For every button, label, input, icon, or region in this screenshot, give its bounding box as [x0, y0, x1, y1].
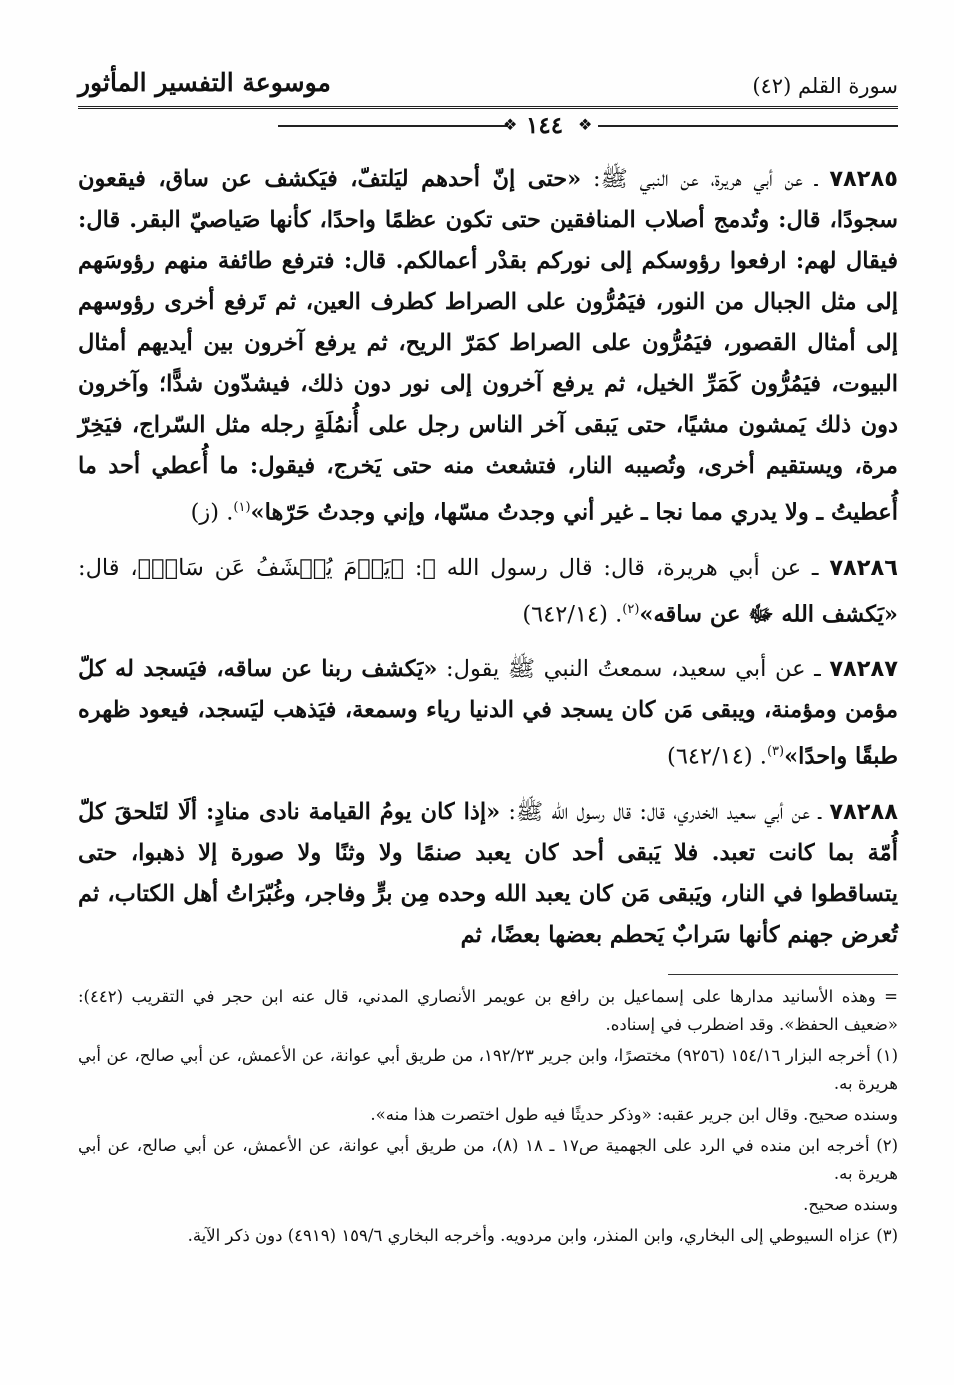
entry-quote: «يَكشف ربنا عن ساقه، فيَسجد له كلّ مؤمن ومؤمنة، ويبقى مَن كان يسجد في الدنيا رياء وسمعة، فيَذهب ليَسجد، فيعود ظهره طبقًا واحدًا» [78, 656, 898, 770]
ornament-icon: ❖ [578, 115, 593, 134]
page-number: ١٤٤ [526, 112, 564, 139]
entry-number: ٧٨٢٨٧ [829, 656, 898, 682]
entry-lead: ـ عن أبي هريرة، قال: قال رسول الله ﷺ: ﴿يَوۡمَ يُكۡشَفُ عَن سَاقٖ﴾، قال: [78, 554, 830, 581]
footnote-divider [668, 974, 898, 975]
footnote: وسنده صحيح. وقال ابن جرير عقبه: «وذكر حديثًا فيه طول اختصرت هذا منه». [370, 1104, 898, 1124]
hadith-entry [78, 649, 898, 778]
entry-quote: «يَكشف الله ﷻ عن ساقه» [639, 601, 898, 627]
hadith-entry [78, 159, 898, 534]
hadith-entry [78, 548, 898, 636]
surah-title: سورة القلم (٤٢) [752, 74, 898, 98]
footnote: = وهذه الأسانيد مدارها على إسماعيل بن رافع بن عويمر الأنصاري المدني، قال عنه ابن حجر في التقريب (٤٤٢): «ضعيف الحفظ». وقد اضطرب في إسناده. [78, 986, 898, 1034]
page-number-row [78, 111, 898, 141]
entry-lead: ـ عن أبي سعيد الخدري، قال: قال رسول الله ﷺ: [500, 798, 830, 825]
ornament-icon: ❖ [503, 115, 518, 134]
entry-tail: . (٦٤٢/١٤) [522, 601, 623, 627]
series-title: موسوعة التفسير المأثور [78, 68, 331, 97]
body-text [78, 159, 898, 956]
rule-right [598, 125, 898, 127]
footnote: (٢) أخرجه ابن منده في الرد على الجهمية ص١٧ ـ ١٨ (٨)، من طريق أبي عوانة، عن الأعمش، عن أبي صالح، عن أبي هريرة به. [78, 1135, 899, 1183]
entry-quote: «حتى إنّ أحدهم ليَلتفّ، فيَكشف عن ساق، فيقعون سجودًا، قال: وتُدمج أصلاب المنافقين حتى تكون عظمًا واحدًا، كأنها صَياصيّ البقر. قال: فيقال لهم: ارفعوا رؤوسكم إلى نوركم بقدْر أعمالكم. قال: فترفع طائفة منهم رؤوسَهم إلى مثل الجبال من النور، فيَمُرُّون على الصراط كطرف العين، ثم تَرفع أخرى رؤوسهم إلى أمثال القصور، فيَمُرُّون على الصراط كمَرّ الريح، ثم يرفع آخرون بين أيديهم أمثال البيوت، فيَمُرُّون كَمَرِّ الخيل، ثم يرفع آخرون إلى نور دون ذلك، فيشدّون شدًّا؛ وآخرون دون ذلك يَمشون مشيًا، حتى يَبقى آخر الناس رجل على أُنمُلَةٍ رجله مثل السّراج، فيَخِرّ مرة، ويستقيم أخرى، وتُصيبه النار، فتشعث منه حتى يَخرج، فيقول: ما أُعطي أحد ما أُعطيتُ ـ ولا يدري مما نجا ـ غير أني وجدتُ مسّها، وإني وجدتُ حَرّها» [78, 166, 898, 526]
entry-tail: . (٦٤٢/١٤) [667, 743, 767, 770]
footnote: (١) أخرجه البزار ١٥٤/١٦ (٩٢٥٦) مختصرًا، وابن جرير ١٩٢/٢٣، من طريق أبي عوانة، عن الأعمش، عن أبي صالح، عن أبي هريرة به. [78, 1045, 898, 1093]
entry-number: ٧٨٢٨٨ [829, 798, 899, 825]
page [78, 62, 898, 1253]
entry-lead: ـ عن أبي سعيد، سمعتُ النبي ﷺ يقول: [437, 656, 830, 682]
footnote-ref: (٢) [622, 601, 640, 617]
hadith-entry [78, 792, 898, 956]
footnote-ref: (٣) [766, 744, 785, 759]
footnote-ref: (١) [233, 500, 251, 515]
entry-lead: ـ عن أبي هريرة، عن النبي ﷺ: [581, 166, 830, 192]
footnote: (٣) عزاه السيوطي إلى البخاري، وابن المنذر، وابن مردويه. وأخرجه البخاري ١٥٩/٦ (٤٩١٩) دون ذكر الآية. [187, 1225, 898, 1245]
entry-tail: . (ز) [190, 499, 234, 526]
entry-quote: «إذا كان يومُ القيامة نادى منادٍ: ألَا لتَلحقَ كلّ أُمّة بما كانت تعبد. فلا يَبقى أحد كان يعبد صنمًا ولا وثنًا ولا صورة إلا ذهبوا، حتى يتساقطوا في النار، ويَبقى مَن كان يعبد الله وحده مِن برٍّ وفاجر، وغُبّرَاتُ أهل الكتاب، ثم تُعرض جهنم كأنها سَرابٌ يَحطم بعضها بعضًا، ثم [78, 798, 898, 948]
entry-number: ٧٨٢٨٦ [829, 554, 898, 581]
footnotes [78, 983, 898, 1250]
rule-left [278, 125, 508, 127]
footnote: وسنده صحيح. [803, 1194, 898, 1214]
entry-number: ٧٨٢٨٥ [829, 166, 898, 192]
running-head [78, 62, 898, 109]
